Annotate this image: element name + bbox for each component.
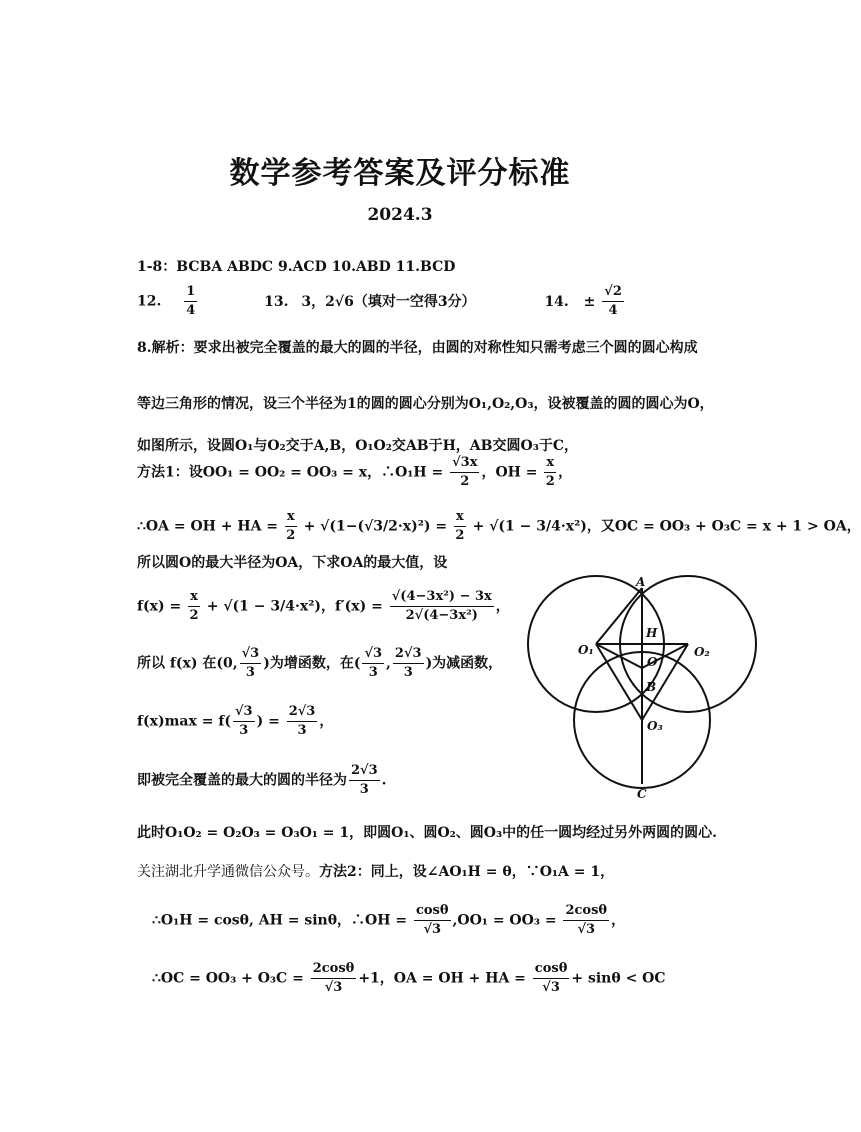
answers-line-1: 1-8：BCBA ABDC 9.ACD 10.ABD 11.BCD <box>137 259 456 275</box>
q14-fraction <box>602 283 624 320</box>
l5-frac-2 <box>454 508 466 545</box>
label-o1: O₁ <box>578 643 594 657</box>
l8-text-b: )为增函数，在( <box>263 655 361 672</box>
l14-frac-2-num: cosθ <box>533 960 570 979</box>
l9-text-a: f(x)max = f( <box>137 713 231 730</box>
method1-line <box>137 454 572 491</box>
m1-frac-1-den: 2 <box>460 474 470 489</box>
l9-frac-1 <box>233 703 255 740</box>
l10-text-b: . <box>381 772 387 789</box>
l13-frac-1-num: cosθ <box>414 902 451 921</box>
q14-num: √2 <box>602 283 624 302</box>
l5-frac-2-den: 2 <box>455 528 465 543</box>
label-o3: O₃ <box>647 719 663 733</box>
l8-frac-3-den: 3 <box>403 665 413 680</box>
body-line-14 <box>152 960 666 997</box>
body-line-10 <box>137 762 387 799</box>
l10-text-a: 即被完全覆盖的最大的圆的半径为 <box>137 772 347 789</box>
line-o1a <box>596 588 642 644</box>
m1-text-c: ， <box>558 464 573 481</box>
l9-text-c: ， <box>319 713 334 730</box>
l14-frac-2 <box>533 960 570 997</box>
l9-frac-2 <box>287 703 318 740</box>
l5-text-b: + √(1−(√3/2·x)²) = <box>303 518 448 535</box>
answers-line-2 <box>137 283 626 320</box>
label-b: B <box>646 680 657 694</box>
l7-text-b: + √(1 − 3/4·x²)，f′(x) = <box>206 598 383 615</box>
l13-frac-2-num: 2cosθ <box>563 902 609 921</box>
l8-frac-2 <box>362 645 384 682</box>
l9-text-b: ) = <box>256 713 280 730</box>
l12-text-c: 同上，设∠AO₁H = θ，∵O₁A = 1， <box>370 864 615 880</box>
m1-frac-1-num: √3x <box>450 454 479 473</box>
q12-den: 4 <box>186 303 196 318</box>
l9-frac-2-num: 2√3 <box>287 703 318 722</box>
l14-text-b: +1，OA = OH + HA = <box>358 970 526 987</box>
geometry-figure <box>520 570 800 810</box>
method2-label: 方法2： <box>319 864 371 880</box>
body-line-1: 8.解析：要求出被完全覆盖的最大的圆的半径，由圆的对称性知只需考虑三个圆的圆心构成 <box>137 340 698 356</box>
body-line-11: 此时O₁O₂ = O₂O₃ = O₃O₁ = 1，即圆O₁、圆O₂、圆O₃中的任一圆均经过另外两圆的圆心. <box>137 825 717 841</box>
m1-text-a: 设OO₁ = OO₂ = OO₃ = x，∴O₁H = <box>188 464 444 481</box>
l7-text-a: f(x) = <box>137 598 182 615</box>
l5-frac-1-den: 2 <box>286 528 296 543</box>
l8-frac-2-den: 3 <box>368 665 378 680</box>
l7-frac-2-den: 2√(4−3x²) <box>405 608 478 623</box>
body-line-3: 如图所示，设圆O₁与O₂交于A,B，O₁O₂交AB于H，AB交圆O₃于C， <box>137 438 578 454</box>
l7-text-c: ， <box>495 598 510 615</box>
l10-frac-num: 2√3 <box>349 762 380 781</box>
l10-frac <box>349 762 380 799</box>
body-line-13 <box>152 902 625 939</box>
m1-frac-1 <box>450 454 479 491</box>
l8-frac-1-den: 3 <box>245 665 255 680</box>
l7-frac-1-num: x <box>188 588 200 607</box>
q14-pm: ± <box>583 293 596 310</box>
body-line-9 <box>137 703 333 740</box>
body-line-12 <box>137 861 614 881</box>
page-title: 数学参考答案及评分标准 <box>229 156 571 191</box>
l13-frac-1 <box>414 902 451 939</box>
l13-text-b: ,OO₁ = OO₃ = <box>452 912 557 929</box>
label-o: O <box>647 655 658 669</box>
l5-frac-1-num: x <box>285 508 297 527</box>
l8-frac-3-num: 2√3 <box>393 645 424 664</box>
body-line-5 <box>137 508 861 545</box>
l8-text-c: )为减函数， <box>425 655 503 672</box>
l5-text-a: ∴OA = OH + HA = <box>137 518 279 535</box>
l5-frac-2-num: x <box>454 508 466 527</box>
q12-fraction <box>184 283 197 320</box>
l14-text-c: + sinθ < OC <box>571 970 666 987</box>
label-a: A <box>636 575 646 589</box>
l14-frac-1 <box>311 960 357 997</box>
l14-frac-2-den: √3 <box>542 980 560 995</box>
body-line-2: 等边三角形的情况，设三个半径为1的圆的圆心分别为O₁,O₂,O₃，设被覆盖的圆的圆心为O， <box>137 396 714 412</box>
l8-frac-1 <box>240 645 262 682</box>
m1-frac-2 <box>544 454 556 491</box>
l8-frac-2-num: √3 <box>362 645 384 664</box>
l14-frac-1-num: 2cosθ <box>311 960 357 979</box>
body-line-8: 所以 f(x) 在(0, $\frac{√3}{3}$ )为增函数，在( $\frac{√3}{3}$ , $\frac{2√3}{3}$ )为减函数， <box>137 646 503 680</box>
l12-text-a: 关注湖北升学通微信公众号。 <box>137 864 319 880</box>
q12-num: 1 <box>184 283 197 302</box>
label-h: H <box>646 626 658 640</box>
l9-frac-2-den: 3 <box>297 723 307 738</box>
l9-frac-1-den: 3 <box>239 723 249 738</box>
l10-frac-den: 3 <box>359 782 369 797</box>
m1-frac-2-den: 2 <box>545 474 555 489</box>
l14-text-a: ∴OC = OO₃ + O₃C = <box>152 970 304 987</box>
l8-frac-3 <box>393 645 424 682</box>
l9-frac-1-num: √3 <box>233 703 255 722</box>
body-line-6: 所以圆O的最大半径为OA，下求OA的最大值，设 <box>137 555 448 571</box>
l8-frac-1-num: √3 <box>240 645 262 664</box>
method1-label: 方法1： <box>137 464 189 481</box>
q14-label: 14. <box>544 293 569 310</box>
label-o2: O₂ <box>694 645 710 659</box>
label-c: C <box>637 787 647 801</box>
q13-value: 3，2√6（填对一空得3分） <box>301 293 476 310</box>
q12-label: 12. <box>137 293 162 310</box>
l7-frac-1 <box>188 588 200 625</box>
l14-frac-1-den: √3 <box>324 980 343 995</box>
l7-frac-2-num: √(4−3x²) − 3x <box>390 588 494 607</box>
l13-frac-2-den: √3 <box>577 922 596 937</box>
body-line-7 <box>137 588 510 625</box>
q13-label: 13. <box>264 293 289 310</box>
l13-frac-1-den: √3 <box>423 922 442 937</box>
m1-frac-2-num: x <box>544 454 556 473</box>
l13-frac-2 <box>563 902 609 939</box>
l7-frac-2 <box>390 588 494 625</box>
l7-frac-1-den: 2 <box>189 608 199 623</box>
l8-text-a: 所以 f(x) 在(0, <box>137 655 238 672</box>
q14-den: 4 <box>608 303 618 318</box>
m1-text-b: ，OH = <box>481 464 538 481</box>
l13-text-c: ， <box>611 912 626 929</box>
l13-text-a: ∴O₁H = cosθ, AH = sinθ，∴OH = <box>152 912 408 929</box>
date: 2024.3 <box>367 205 433 225</box>
l5-frac-1 <box>285 508 297 545</box>
l5-text-c: + √(1 − 3/4·x²)，又OC = OO₃ + O₃C = x + 1 > OA， <box>472 518 861 535</box>
